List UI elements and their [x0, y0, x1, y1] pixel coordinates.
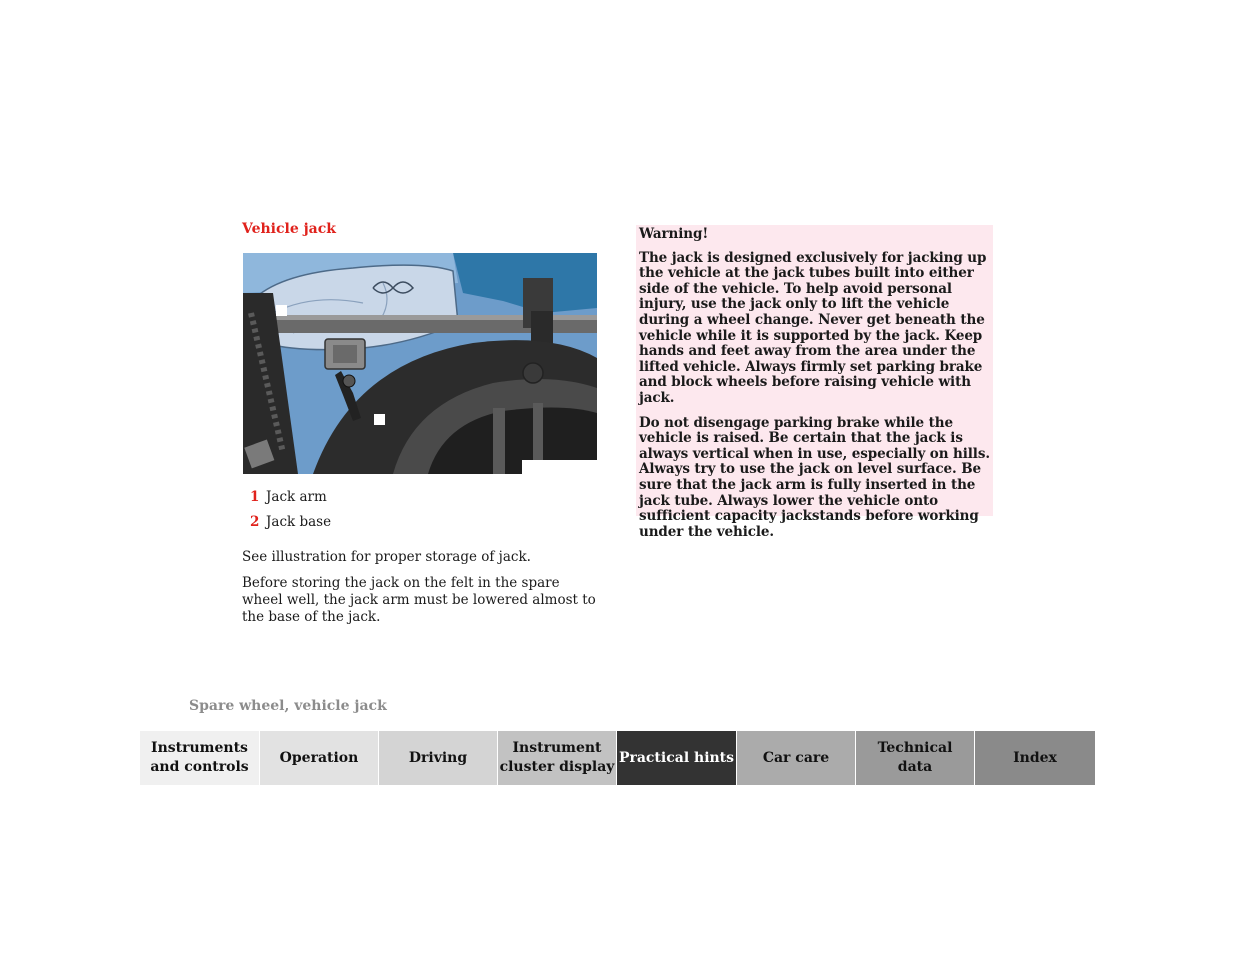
warning-box — [636, 225, 993, 540]
nav-tab-driving[interactable] — [379, 731, 498, 785]
figure-legend — [250, 489, 331, 539]
legend-label: Jack base — [266, 514, 332, 530]
nav-tab-instruments-and-controls[interactable] — [140, 731, 260, 785]
nav-tab-label: Instruments and controls — [150, 740, 249, 775]
body-paragraph: See illustration for proper storage of jack. — [242, 549, 531, 565]
footer-section-title: Spare wheel, vehicle jack — [189, 698, 387, 714]
legend-number: 2 — [250, 514, 260, 530]
nav-tab-label: Operation — [279, 749, 359, 766]
warning-paragraph: Do not disengage parking brake while the vehicle is raised. Be certain that the jack is always vertical when in use, especially on hills. Always try to use the jack on level surface. Be sure that the jack arm is fully inserted in the jack tube. Always lower the vehicle onto sufficient capacity jackstands before working under the vehicle. — [639, 414, 990, 540]
nav-tab-label: Car care — [762, 749, 830, 766]
body-paragraph: Before storing the jack on the felt in the spare wheel well, the jack arm must be lowered almost to the base of the jack. — [242, 575, 596, 625]
nav-tab-label: Technical data — [877, 740, 953, 775]
section-title: Vehicle jack — [242, 221, 336, 237]
nav-tab-label: Instrument cluster display — [499, 740, 615, 775]
chapter-nav-bar — [140, 731, 1095, 785]
nav-tab-instrument-cluster-display[interactable] — [498, 731, 617, 785]
nav-tab-technical-data[interactable] — [856, 731, 975, 785]
illustration-svg — [243, 253, 597, 474]
callout-2-box — [374, 414, 385, 425]
nav-tab-index[interactable] — [975, 731, 1095, 785]
legend-label: Jack arm — [266, 489, 327, 505]
callout-1-box — [276, 305, 287, 316]
nav-tab-label: Index — [1013, 749, 1057, 766]
legend-item — [250, 489, 331, 514]
nav-tab-label: Driving — [408, 749, 468, 766]
nav-tab-operation[interactable] — [260, 731, 379, 785]
nav-tab-label: Practical hints — [618, 749, 735, 766]
warning-paragraph: The jack is designed exclusively for jacking up the vehicle at the jack tubes built into either side of the vehicle. To help avoid personal injury, use the jack only to lift the vehicle during a wheel change. Never get beneath the vehicle while it is supported by the jack. Keep hands and feet away from the area under the lifted vehicle. Always firmly set parking brake and block wheels before raising vehicle with jack. — [639, 249, 987, 406]
legend-number: 1 — [250, 489, 260, 505]
nav-tab-car-care[interactable] — [737, 731, 856, 785]
warning-title: Warning! — [639, 226, 709, 242]
jack-storage-illustration — [243, 253, 597, 474]
nav-tab-practical-hints[interactable] — [617, 731, 737, 785]
legend-item — [250, 514, 331, 539]
